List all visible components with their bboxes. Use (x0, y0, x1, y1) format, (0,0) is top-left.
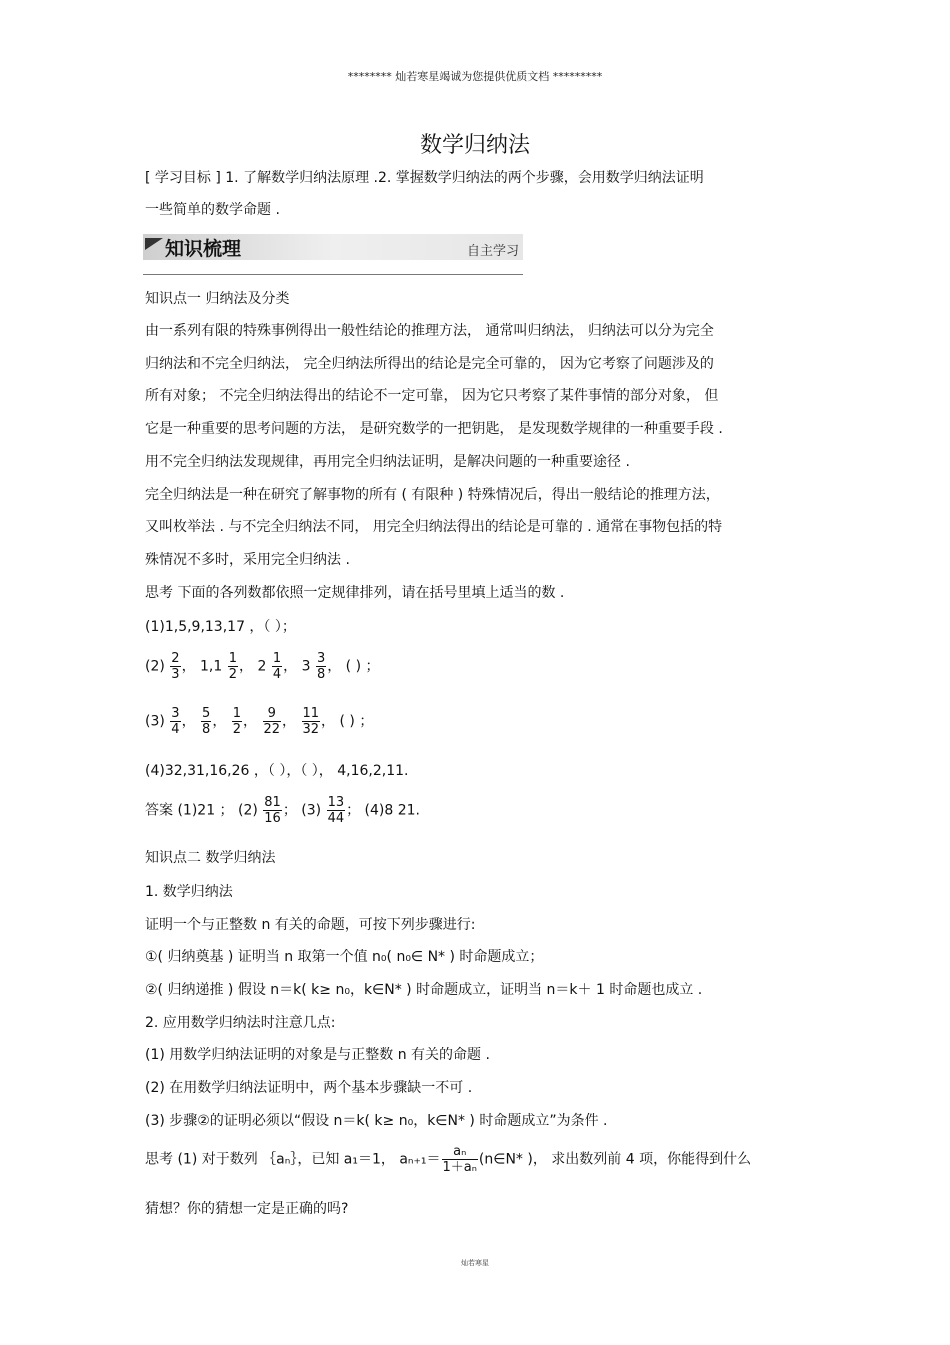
think1-q4: (4)32,31,16,26 ，（ ），（ ）， 4,16,2,11. (145, 763, 409, 779)
fraction: $\frac{2}{3}$ (171, 651, 180, 682)
page-footer: 灿若寒星 (461, 1259, 489, 1267)
kp1-p1-line: 它是一种重要的思考问题的方法， 是研究数学的一把钥匙， 是发现数学规律的一种重要手段 . (145, 421, 723, 437)
fraction: $\frac{5}{8}$ (202, 706, 211, 737)
fraction: $\frac{\text{aₙ}}{\text{1＋aₙ}}$ (442, 1144, 477, 1175)
kp1-p1-line: 由一系列有限的特殊事例得出一般性结论的推理方法， 通常叫归纳法， 归纳法可以分为完全 (145, 323, 714, 339)
kp1-p1-line: 用不完全归纳法发现规律，再用完全归纳法证明，是解决问题的一种重要途径 . (145, 454, 630, 470)
learning-goal-line1: [ 学习目标 ] 1. 了解数学归纳法原理 .2. 掌握数学归纳法的两个步骤，会用数学归纳法证明 (145, 170, 704, 186)
kp2-s2c: (3) 步骤②的证明必须以“假设 n＝k( k≥ n₀，k∈N* ) 时命题成立”为条件 . (145, 1113, 608, 1129)
page-header: ******** 灿若寒星竭诚为您提供优质文档 ********* (347, 70, 603, 83)
think1-q1: (1)1,5,9,13,17 ，（ ）； (145, 619, 296, 635)
kp2-s1b: ①( 归纳奠基 ) 证明当 n 取第一个值 n₀( n₀∈ N* ) 时命题成立； (145, 949, 544, 965)
banner-triangle-icon (145, 238, 163, 250)
kp2-s1: 1. 数学归纳法 (145, 884, 233, 900)
think1-answer: 答案 (1)21 ； (2) $\frac{81}{16}$ ； (3) $\frac{13}{44}$ ； (4)8 21. (145, 795, 421, 826)
kp1-p2-line: 又叫枚举法 . 与不完全归纳法不同， 用完全归纳法得出的结论是可靠的 . 通常在事物包括的特 (145, 519, 723, 535)
page-title: 数学归纳法 (419, 133, 530, 158)
fraction: $\frac{81}{16}$ (264, 795, 281, 826)
fraction: $\frac{9}{22}$ (263, 706, 281, 737)
fraction: $\frac{1}{2}$ (232, 706, 242, 737)
kp2-title: 知识点二 数学归纳法 (145, 850, 276, 866)
banner-right-label: 自主学习 (466, 244, 519, 259)
kp2-s2b: (2) 在用数学归纳法证明中，两个基本步骤缺一不可 . (145, 1080, 473, 1096)
think1-q2: (2) $\frac{2}{3}$ ， 1,1 $\frac{1}{2}$ ， 2 $\frac{1}{4}$ ， 3 $\frac{3}{8}$ ， ( ) ； (145, 651, 380, 682)
think1-q3: (3) $\frac{3}{4}$ ， $\frac{5}{8}$ ， $\frac{1}{2}$ ， $\frac{9}{22}$ ， $\frac{11}{32}$ ， ( ) ； (145, 706, 374, 737)
kp1-title: 知识点一 归纳法及分类 (145, 291, 290, 307)
fraction: $\frac{3}{4}$ (171, 706, 180, 737)
banner-label: 知识梳理 (165, 238, 242, 260)
kp2-s2: 2. 应用数学归纳法时注意几点: (145, 1015, 336, 1031)
kp1-p1-line: 所有对象； 不完全归纳法得出的结论不一定可靠， 因为它只考察了某件事情的部分对象， 但 (145, 388, 719, 404)
fraction: $\frac{1}{2}$ (228, 651, 238, 682)
kp1-p2-line: 殊情况不多时，采用完全归纳法 . (145, 552, 350, 568)
kp1-p2-line: 完全归纳法是一种在研究了解事物的所有 ( 有限种 ) 特殊情况后，得出一般结论的推理方法， (145, 487, 720, 503)
fraction: $\frac{3}{8}$ (316, 651, 326, 682)
think2-line1: 思考 (1) 对于数列 ｛aₙ｝，已知 a₁＝1， aₙ₊₁＝ $\frac{\text{aₙ}}{\text{1＋aₙ}}$ (n∈N* )， 求出数列前 4 项，你能得到什么 (145, 1144, 752, 1175)
kp2-s1a: 证明一个与正整数 n 有关的命题，可按下列步骤进行: (145, 917, 476, 933)
section-banner (143, 230, 523, 278)
think1-intro: 思考 下面的各列数都依照一定规律排列，请在括号里填上适当的数 . (145, 585, 565, 601)
kp2-s2a: (1) 用数学归纳法证明的对象是与正整数 n 有关的命题 . (145, 1047, 490, 1063)
think2-line2: 猜想？你的猜想一定是正确的吗? (145, 1201, 349, 1217)
kp1-p1-line: 归纳法和不完全归纳法， 完全归纳法所得出的结论是完全可靠的， 因为它考察了问题涉及的 (145, 356, 714, 372)
learning-goal-line2: 一些简单的数学命题 . (145, 202, 280, 218)
fraction: $\frac{13}{44}$ (327, 795, 345, 826)
fraction: $\frac{1}{4}$ (272, 651, 282, 682)
fraction: $\frac{11}{32}$ (302, 706, 320, 737)
kp2-s1c: ②( 归纳递推 ) 假设 n＝k( k≥ n₀，k∈N* ) 时命题成立，证明当 n＝k＋ 1 时命题也成立 . (145, 982, 703, 998)
